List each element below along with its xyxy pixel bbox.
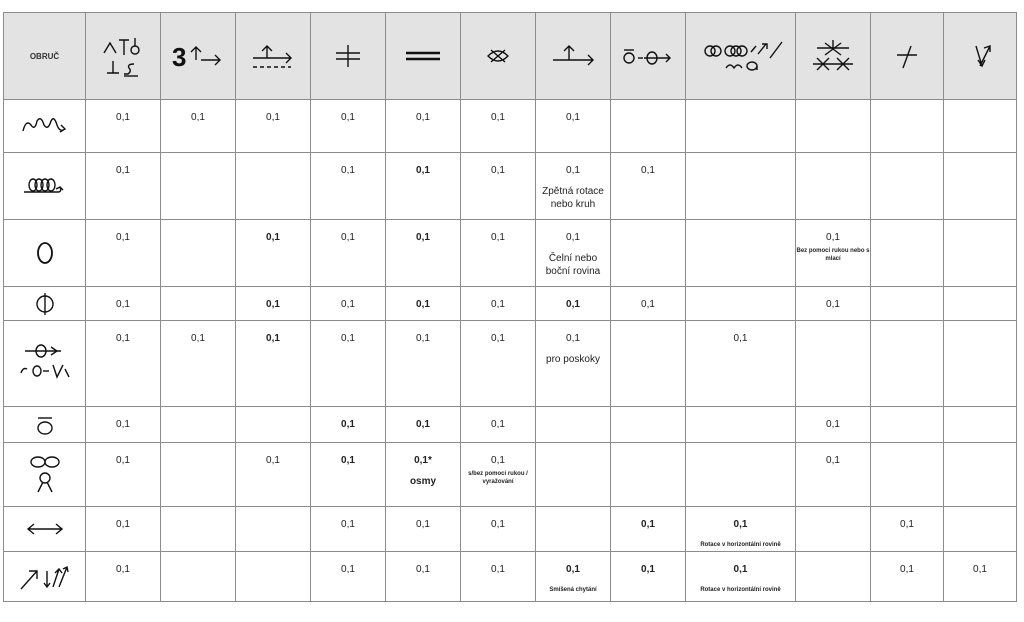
table-cell (611, 153, 686, 220)
table-cell (236, 507, 311, 552)
table-cell (236, 220, 311, 287)
roll-spiral-icon (4, 100, 86, 153)
table-cell (386, 507, 461, 552)
cell-value: 0,1 (416, 519, 430, 530)
cell-value: 0,1 (266, 112, 280, 123)
table-cell (871, 220, 944, 287)
cell-value: 0,1 (973, 564, 987, 575)
table-cell (944, 100, 1017, 153)
hoop-axis-icon (4, 287, 86, 321)
table-cell (871, 407, 944, 443)
table-cell (461, 552, 536, 602)
table-cell (536, 552, 611, 602)
table-cell (611, 287, 686, 321)
header-row (4, 13, 1017, 100)
table-cell (686, 220, 796, 287)
table-cell (871, 287, 944, 321)
table-cell (686, 507, 796, 552)
table-body (4, 100, 1017, 602)
diagonal-arrows-icon (944, 13, 1017, 100)
table-row (4, 100, 1017, 153)
cell-value: 0,1 (416, 232, 430, 243)
cell-value: 0,1 (116, 419, 130, 430)
table-cell (461, 100, 536, 153)
table-cell (944, 552, 1017, 602)
table-cell (796, 443, 871, 507)
table-cell (796, 407, 871, 443)
table-cell (461, 287, 536, 321)
table-cell (86, 153, 161, 220)
cell-value: 0,1 (116, 165, 130, 176)
cell-note: Čelní nebo boční rovina (545, 253, 601, 277)
table-cell (944, 507, 1017, 552)
table-cell (86, 220, 161, 287)
oblique-stroke-icon (871, 13, 944, 100)
cell-value: 0,1 (266, 455, 280, 466)
cell-note: Bez pomoci rukou nebo s mlací (796, 248, 870, 262)
cell-value: 0,1 (900, 564, 914, 575)
cell-value: 0,1 (191, 112, 205, 123)
cell-value: 0,1 (641, 165, 655, 176)
cell-note: s/bez pomoci rukou / vyražování (468, 471, 528, 485)
cell-note: Smíšená chytání (549, 587, 597, 593)
table-cell (686, 443, 796, 507)
table-cell (871, 100, 944, 153)
table-cell (611, 507, 686, 552)
svg-text:3: 3 (172, 42, 187, 72)
table-cell (311, 153, 386, 220)
table-cell (161, 100, 236, 153)
cell-value: 0,1 (266, 232, 280, 243)
table-cell (461, 153, 536, 220)
hoop-rotation-arc-icon (4, 407, 86, 443)
cell-value: 0,1 (341, 333, 355, 344)
table-cell (161, 153, 236, 220)
table-cell (536, 407, 611, 443)
table-cell (311, 220, 386, 287)
cell-value: 0,1 (116, 564, 130, 575)
table-cell (796, 287, 871, 321)
table-cell (311, 321, 386, 407)
table-cell (386, 287, 461, 321)
cell-value: 0,1 (416, 165, 430, 176)
cell-value: 0,1 (641, 564, 655, 575)
table-cell (536, 507, 611, 552)
cell-value: 0,1 (341, 564, 355, 575)
table-cell (311, 407, 386, 443)
cell-value: 0,1 (491, 519, 505, 530)
hoop-pass-through-icon (4, 321, 86, 407)
table-cell (86, 287, 161, 321)
triple-throw-icon (161, 13, 236, 100)
table-cell (871, 552, 944, 602)
table-row (4, 287, 1017, 321)
cell-value: 0,1 (266, 299, 280, 310)
table-cell (944, 407, 1017, 443)
table-cell (161, 507, 236, 552)
table-cell (944, 287, 1017, 321)
table-cell (311, 100, 386, 153)
throw-arrow-icon (536, 13, 611, 100)
cell-value: 0,1 (566, 333, 580, 344)
cell-value: 0,1 (341, 455, 355, 466)
cross-throw-icon (311, 13, 386, 100)
cell-value: 0,1 (826, 419, 840, 430)
table-cell (311, 287, 386, 321)
cell-note: pro poskoky (546, 354, 600, 365)
table-cell (311, 443, 386, 507)
cell-value: 0,1 (641, 299, 655, 310)
table-cell (461, 507, 536, 552)
table-cell (461, 220, 536, 287)
table-cell (311, 507, 386, 552)
table-cell (611, 407, 686, 443)
table-cell (944, 220, 1017, 287)
table-cell (461, 407, 536, 443)
throw-under-line-icon (236, 13, 311, 100)
table-cell (686, 552, 796, 602)
table-cell (86, 321, 161, 407)
table-cell (944, 443, 1017, 507)
cell-value: 0,1 (266, 333, 280, 344)
table-cell (536, 287, 611, 321)
table-row (4, 443, 1017, 507)
table-cell (796, 220, 871, 287)
cell-value: 0,1 (566, 232, 580, 243)
table-cell (386, 220, 461, 287)
cell-value: 0,1 (341, 419, 355, 430)
table-cell (86, 407, 161, 443)
cell-value: 0,1 (641, 519, 655, 530)
cell-value: 0,1 (491, 299, 505, 310)
table-cell (161, 321, 236, 407)
table-cell (611, 443, 686, 507)
table-cell (871, 443, 944, 507)
cell-value: 0,1 (416, 419, 430, 430)
cell-value: 0,1 (416, 564, 430, 575)
cell-note: osmy (409, 476, 437, 487)
table-cell (86, 552, 161, 602)
cell-note: Zpětná rotace nebo kruh (542, 186, 604, 210)
table-cell (686, 100, 796, 153)
table-cell (796, 100, 871, 153)
cell-value: 0,1 (341, 299, 355, 310)
table-cell (796, 552, 871, 602)
cell-value: 0,1 (191, 333, 205, 344)
table-cell (161, 407, 236, 443)
table-row (4, 407, 1017, 443)
table-cell (236, 153, 311, 220)
cell-value: 0,1 (416, 333, 430, 344)
crossed-catch-icon (796, 13, 871, 100)
table-cell (161, 443, 236, 507)
table-cell (386, 100, 461, 153)
cell-value: 0,1 (416, 112, 430, 123)
table-cell (871, 321, 944, 407)
cell-value: 0,1 (341, 165, 355, 176)
cell-value: 0,1 (491, 419, 505, 430)
table-cell (311, 552, 386, 602)
table-cell (161, 220, 236, 287)
hoop-criteria-table (3, 12, 1017, 602)
table-cell (796, 507, 871, 552)
cell-value: 0,1 (491, 455, 505, 466)
table-cell (236, 321, 311, 407)
table-cell (386, 443, 461, 507)
cell-value: 0,1 (341, 232, 355, 243)
cell-note: Rotace v horizontální rovině (700, 587, 781, 593)
table-cell (796, 153, 871, 220)
criteria-table-wrapper (3, 12, 1017, 602)
coil-roll-icon (4, 153, 86, 220)
table-cell (536, 321, 611, 407)
table-cell (686, 153, 796, 220)
table-row (4, 153, 1017, 220)
cell-value: 0,1 (733, 519, 748, 530)
table-cell (871, 153, 944, 220)
cell-note: Rotace v horizontální rovině (700, 542, 781, 548)
cell-value: 0,1 (491, 564, 505, 575)
double-arrow-icon (4, 507, 86, 552)
table-cell (536, 100, 611, 153)
cell-value: 0,1 (116, 112, 130, 123)
table-cell (236, 407, 311, 443)
cell-value: 0,1 (341, 519, 355, 530)
cell-value: 0,1 (566, 112, 580, 123)
cell-value: 0,1 (416, 299, 430, 310)
cell-value: 0,1 (116, 333, 130, 344)
table-row (4, 507, 1017, 552)
table-cell (236, 100, 311, 153)
table-row (4, 321, 1017, 407)
table-cell (236, 287, 311, 321)
cell-value: 0,1 (566, 165, 580, 176)
table-cell (161, 552, 236, 602)
table-cell (236, 552, 311, 602)
cell-value: 0,1 (491, 165, 505, 176)
table-cell (86, 507, 161, 552)
table-cell (161, 287, 236, 321)
multiple-rotations-icon (686, 13, 796, 100)
cell-value: 0,1 (733, 564, 748, 575)
table-cell (686, 321, 796, 407)
table-cell (386, 321, 461, 407)
table-cell (86, 100, 161, 153)
cell-value: 0,1 (900, 519, 914, 530)
table-cell (944, 321, 1017, 407)
cell-value: 0,1 (116, 232, 130, 243)
cell-value: 0,1 (826, 232, 840, 243)
table-cell (611, 220, 686, 287)
cell-value: 0,1 (116, 299, 130, 310)
cell-value: 0,1 (733, 333, 748, 344)
cell-value: 0,1 (341, 112, 355, 123)
cell-value: 0,1 (566, 299, 580, 310)
cell-value: 0,1 (491, 232, 505, 243)
hoop-circle-icon (4, 220, 86, 287)
table-cell (686, 287, 796, 321)
cell-value: 0,1 (116, 519, 130, 530)
table-cell (611, 552, 686, 602)
table-cell (944, 153, 1017, 220)
table-cell (796, 321, 871, 407)
table-cell (386, 407, 461, 443)
cell-value: 0,1 (826, 299, 840, 310)
table-cell (536, 443, 611, 507)
table-cell (386, 552, 461, 602)
table-cell (686, 407, 796, 443)
parallel-lines-icon (386, 13, 461, 100)
table-cell (536, 153, 611, 220)
table-cell (236, 443, 311, 507)
table-row (4, 552, 1017, 602)
corner-label: OBRUČ (4, 13, 86, 100)
figure-eight-icon (4, 443, 86, 507)
hoop-rotation-icon (611, 13, 686, 100)
cell-value: 0,1 (491, 333, 505, 344)
table-cell (871, 507, 944, 552)
table-cell (386, 153, 461, 220)
cell-value: 0,1 (566, 564, 580, 575)
cell-value: 0,1 (491, 112, 505, 123)
cell-value: 0,1 (116, 455, 130, 466)
table-cell (86, 443, 161, 507)
table-row (4, 220, 1017, 287)
table-cell (611, 321, 686, 407)
table-cell (611, 100, 686, 153)
knot-rotation-icon (461, 13, 536, 100)
cell-value: 0,1 (826, 455, 840, 466)
table-cell (536, 220, 611, 287)
toss-catch-under-leg-icon (86, 13, 161, 100)
table-cell (461, 443, 536, 507)
mixed-arrows-icon (4, 552, 86, 602)
cell-value: 0,1* (414, 455, 432, 466)
table-cell (461, 321, 536, 407)
